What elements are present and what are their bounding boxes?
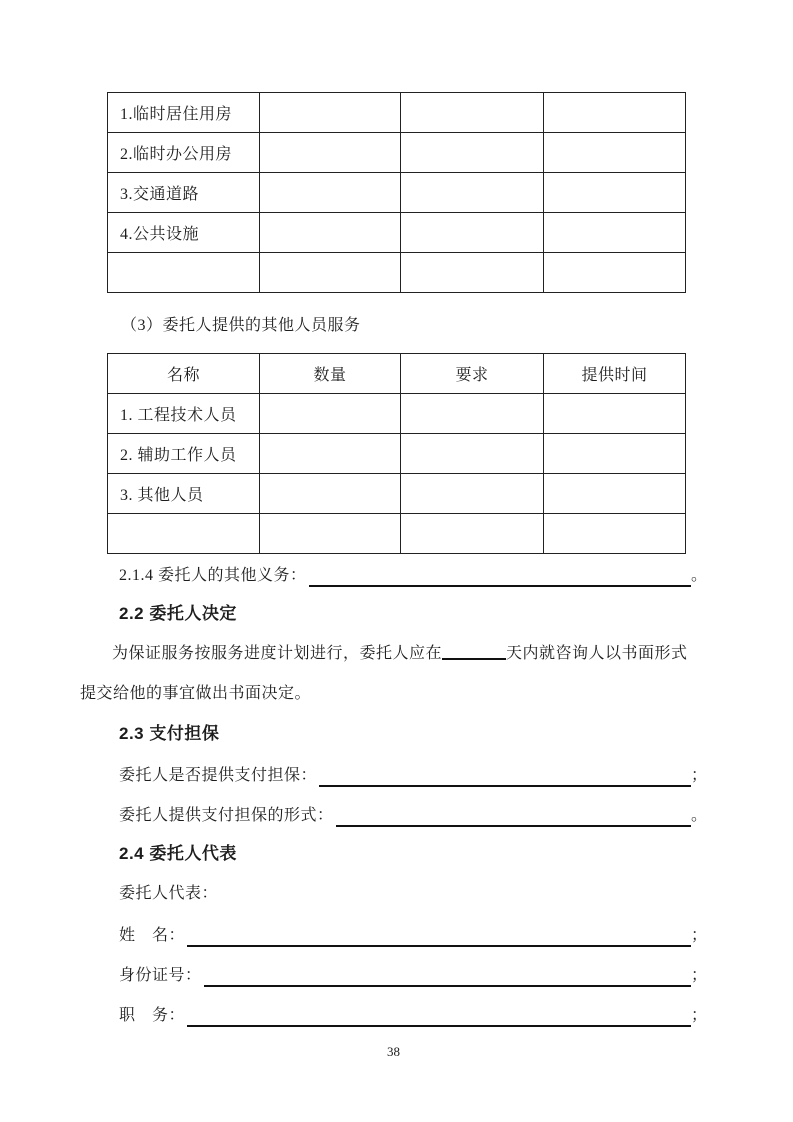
empty-cell[interactable] — [401, 213, 544, 253]
empty-cell[interactable] — [260, 394, 401, 434]
column-header-name: 名称 — [108, 354, 260, 394]
page-number: 38 — [387, 1044, 400, 1059]
temporary-facilities-table — [107, 92, 686, 293]
empty-cell[interactable] — [260, 173, 401, 213]
empty-cell[interactable] — [260, 514, 401, 554]
table-row — [108, 93, 686, 133]
position-label: 职 务： — [119, 1007, 186, 1024]
column-header-provide-time: 提供时间 — [544, 354, 686, 394]
name-label: 姓 名： — [119, 927, 186, 944]
empty-cell[interactable] — [260, 434, 401, 474]
row-label-cell: 2. 辅助工作人员 — [108, 434, 260, 474]
table-row — [108, 394, 686, 434]
table-header-row — [108, 354, 686, 394]
empty-cell[interactable] — [544, 434, 686, 474]
clause-2-1-4-suffix: 。 — [691, 567, 708, 584]
table-row — [108, 213, 686, 253]
table-row — [108, 474, 686, 514]
decision-text-after-blank: 天内就咨询人以书面形式 — [506, 645, 688, 662]
decision-paragraph-line-2: 提交给他的事宜做出书面决定。 — [80, 685, 312, 702]
empty-cell[interactable] — [260, 93, 401, 133]
clause-2-1-4-label: 2.1.4 委托人的其他义务： — [119, 567, 307, 584]
id-number-blank[interactable] — [204, 965, 691, 987]
payment-guarantee-provided-suffix: ； — [691, 767, 708, 784]
client-representative-intro: 委托人代表： — [119, 885, 219, 902]
empty-cell[interactable] — [401, 253, 544, 293]
empty-cell[interactable] — [108, 253, 260, 293]
row-label-cell: 3. 其他人员 — [108, 474, 260, 514]
row-label-cell: 2.临时办公用房 — [108, 133, 260, 173]
other-personnel-table — [107, 353, 686, 554]
empty-cell[interactable] — [401, 133, 544, 173]
clause-2-1-4 — [80, 554, 707, 594]
id-number-field — [80, 954, 707, 994]
table-row — [108, 434, 686, 474]
position-blank[interactable] — [187, 1005, 691, 1027]
empty-cell[interactable] — [544, 514, 686, 554]
empty-cell[interactable] — [401, 514, 544, 554]
empty-cell[interactable] — [544, 173, 686, 213]
empty-cell[interactable] — [260, 213, 401, 253]
empty-cell[interactable] — [544, 394, 686, 434]
table-row — [108, 173, 686, 213]
column-header-requirement: 要求 — [401, 354, 544, 394]
section-3-caption: （3）委托人提供的其他人员服务 — [121, 316, 361, 334]
empty-cell[interactable] — [544, 213, 686, 253]
payment-guarantee-form-blank[interactable] — [336, 805, 691, 827]
table-row — [108, 133, 686, 173]
row-label-cell: 4.公共设施 — [108, 213, 260, 253]
id-number-suffix: ； — [691, 967, 708, 984]
empty-cell[interactable] — [401, 434, 544, 474]
empty-cell[interactable] — [260, 474, 401, 514]
heading-2-3: 2.3 支付担保 — [119, 724, 220, 743]
id-number-label: 身份证号： — [119, 967, 202, 984]
empty-cell[interactable] — [544, 93, 686, 133]
row-label-cell: 1. 工程技术人员 — [108, 394, 260, 434]
table-row — [108, 514, 686, 554]
empty-cell[interactable] — [544, 133, 686, 173]
payment-guarantee-form-label: 委托人提供支付担保的形式： — [119, 807, 334, 824]
position-suffix: ； — [691, 1007, 708, 1024]
name-blank[interactable] — [187, 925, 691, 947]
payment-guarantee-form-line — [80, 794, 707, 834]
payment-guarantee-form-suffix: 。 — [691, 807, 708, 824]
decision-paragraph-line-1 — [80, 634, 707, 674]
empty-cell[interactable] — [544, 253, 686, 293]
empty-cell[interactable] — [401, 93, 544, 133]
empty-cell[interactable] — [401, 173, 544, 213]
other-obligations-blank[interactable] — [309, 565, 691, 587]
empty-cell[interactable] — [401, 474, 544, 514]
payment-guarantee-provided-line — [80, 754, 707, 794]
row-label-cell: 1.临时居住用房 — [108, 93, 260, 133]
heading-2-4: 2.4 委托人代表 — [119, 844, 237, 863]
position-field — [80, 994, 707, 1034]
name-suffix: ； — [691, 927, 708, 944]
days-blank[interactable] — [442, 642, 506, 660]
empty-cell[interactable] — [260, 253, 401, 293]
payment-guarantee-provided-label: 委托人是否提供支付担保： — [119, 767, 318, 784]
column-header-quantity: 数量 — [260, 354, 401, 394]
empty-cell[interactable] — [401, 394, 544, 434]
empty-cell[interactable] — [260, 133, 401, 173]
heading-2-2: 2.2 委托人决定 — [119, 604, 237, 623]
name-field — [80, 914, 707, 954]
empty-cell[interactable] — [108, 514, 260, 554]
decision-text-before-blank: 为保证服务按服务进度计划进行，委托人应在 — [112, 645, 443, 662]
row-label-cell: 3.交通道路 — [108, 173, 260, 213]
table-row — [108, 253, 686, 293]
empty-cell[interactable] — [544, 474, 686, 514]
payment-guarantee-provided-blank[interactable] — [319, 765, 691, 787]
